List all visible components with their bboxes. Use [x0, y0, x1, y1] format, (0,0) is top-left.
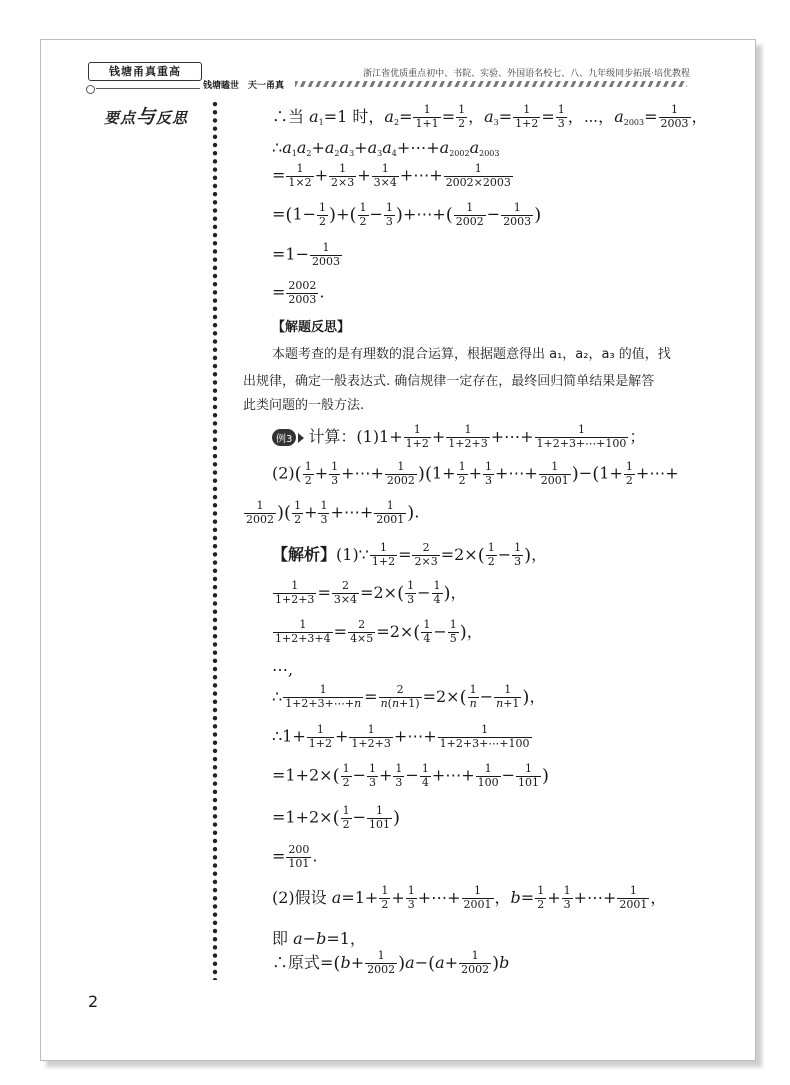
analysis-heading: 【解析】 [272, 545, 337, 564]
example-badge: 例3 [272, 429, 296, 446]
math-line: $\frac{1}{1+2+3}$ = $\frac{2}{3\times 4}$ =2×( $\frac{1}{3}$ − $\frac{1}{4}$ )， [275, 579, 467, 606]
header-title: 浙江省优质重点初中、书院、实验、外国语名校七、八、九年级同步拓展·培优教程 [363, 69, 690, 79]
reflection-heading: 【解题反思】 [272, 320, 351, 335]
math-line: =(1− $\frac{1}{2}$ )+( $\frac{1}{2}$ − $\frac{1}{3}$ )+⋯+( $\frac{1}{2002}$ − $\frac{1}{2003}$ ) [272, 201, 542, 228]
math-line: = $\frac{200}{101}$ . [272, 843, 318, 870]
math-line: 即 a−b=1， [272, 929, 366, 948]
example-3-line-1: 例3 计算：(1)1+ $\frac{1}{1+2}$ + $\frac{1}{1+2+3}$ +⋯+ $\frac{1}{1+2+3+\cdots+100}$ ； [272, 424, 645, 451]
example-3-line-2: (2)( $\frac{1}{2}$ + $\frac{1}{3}$ +⋯+ $\frac{1}{2002}$ )(1+ $\frac{1}{2}$ + $\frac{1}{3}$ +⋯+ $\frac{1}{2001}$ )−(1+ $\frac{1}{2}$ +⋯+ [272, 460, 679, 487]
dotted-margin-line [211, 100, 219, 980]
math-line: =1+2×( $\frac{1}{2}$ − $\frac{1}{101}$ ) [272, 804, 401, 831]
ellipsis-line: ⋯, [272, 660, 294, 679]
header-circle-decoration [86, 85, 95, 94]
math-line: ∴原式=(b+ $\frac{1}{2002}$ )a−(a+ $\frac{1}{2002}$ )b [272, 949, 510, 976]
math-line: =1− $\frac{1}{2003}$ [272, 241, 340, 268]
page-number: 2 [88, 992, 99, 1011]
math-line: ∴当 $a_1=1$ 时，$a_2=$ $\frac{1}{1+1}$ = $\frac{1}{2}$ ，$a_3=$ $\frac{1}{1+2}$ = $\frac{1}{3}$ ，⋯，$a_{2003}=$ $\frac{1}{2003}$ ， [272, 103, 708, 130]
math-line: 【解析】(1)∵ $\frac{1}{1+2}$ = $\frac{2}{2\times 3}$ =2×( $\frac{1}{2}$ − $\frac{1}{3}$ )， [272, 541, 548, 568]
side-tag-part1: 要点 [104, 109, 137, 127]
book-logo: 钱塘甬真重高 [88, 62, 202, 81]
let-text: (2)假设 [272, 888, 327, 907]
math-line: =1+2×( $\frac{1}{2}$ − $\frac{1}{3}$ + $\frac{1}{3}$ − $\frac{1}{4}$ +⋯+ $\frac{1}{100}$ − $\frac{1}{101}$ ) [272, 762, 550, 789]
reflection-line-1: 本题考查的是有理数的混合运算，根据题意得出 a₁，a₂，a₃ 的值，找 [272, 347, 671, 362]
side-tag-part3: 反思 [156, 109, 189, 127]
header-rule [96, 88, 200, 89]
example-3-line-3: $\frac{1}{2002}$ )( $\frac{1}{2}$ + $\frac{1}{3}$ +⋯+ $\frac{1}{2001}$ ). [246, 499, 420, 526]
series-label: 钱塘瞌世 天一甬真 [203, 81, 285, 91]
header-stripe [295, 81, 687, 87]
yuanshi-text: ∴原式= [272, 953, 334, 972]
example-prompt: 计算： [308, 427, 357, 446]
ji-text: 即 [272, 929, 289, 948]
math-line: $\frac{1}{1+2+3+4}$ = $\frac{2}{4\times 5}$ =2×( $\frac{1}{4}$ − $\frac{1}{5}$ )， [275, 618, 483, 645]
reflection-line-2: 出规律，确定一般表达式. 确信规律一定存在，最终回归简单结果是解答 [243, 374, 655, 389]
math-line: = $\frac{1}{1\times 2}$ + $\frac{1}{2\times 3}$ + $\frac{1}{3\times 4}$ +⋯+ $\frac{1}{2002\times 2003}$ [272, 162, 511, 189]
math-line: ∴1+ $\frac{1}{1+2}$ + $\frac{1}{1+2+3}$ +⋯+ $\frac{1}{1+2+3+\cdots+100}$ [272, 723, 530, 750]
math-line: (2)假设 a=1+ $\frac{1}{2}$ + $\frac{1}{3}$ +⋯+ $\frac{1}{2001}$ ，b= $\frac{1}{2}$ + $\frac{1}{3}$ +⋯+ $\frac{1}{2001}$ ， [272, 884, 667, 911]
arrow-icon [298, 433, 304, 443]
side-tag-part2: 与 [136, 106, 157, 128]
math-line: ∴ $\frac{1}{1+2+3+\cdots+n}$ = $\frac{2}{n(n+1)}$ =2×( $\frac{1}{n}$ − $\frac{1}{n+1}$ )， [272, 683, 546, 710]
reflection-line-3: 此类问题的一般方法. [243, 398, 365, 413]
side-tag [104, 102, 188, 129]
math-line: $\therefore a_1a_2+a_2a_3+a_3a_4+\cdots+a_{2002}a_{2003}$ [272, 138, 500, 158]
math-line: = $\frac{2002}{2003}$ . [272, 279, 325, 306]
